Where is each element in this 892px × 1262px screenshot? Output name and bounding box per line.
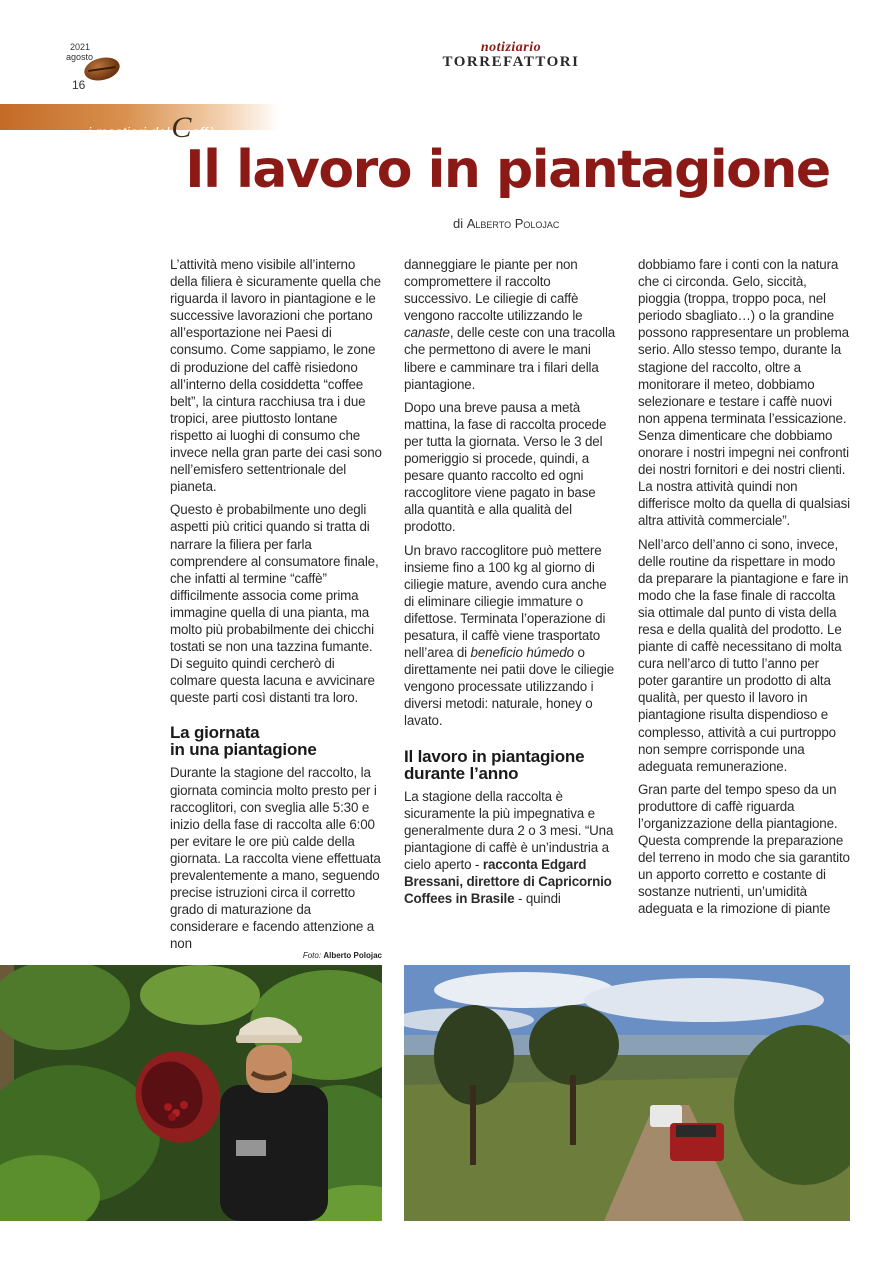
subheading-anno: [404, 748, 616, 782]
photo-coffee-picker: [0, 965, 382, 1221]
photo-credit: [240, 951, 382, 960]
byline-author: Alberto Polojac: [466, 216, 560, 231]
photo-plantation-road-image: [404, 965, 850, 1221]
paragraph: Gran parte del tempo speso da un produttore di caffè riguarda l’organizzazione della piantagione. Questa comprende la preparazione del terreno in modo che sia garantito un apporto corretto e costante di sostanze nutrienti, un’umidità adeguata e la rimozione di piante: [638, 781, 850, 917]
text-run: o direttamente nei patii dove le ciliegie vengono processate utilizzando i diversi metodi: naturale, honey o lavato.: [404, 645, 615, 729]
text-emphasis: canaste: [404, 325, 450, 341]
paragraph: Durante la stagione del raccolto, la giornata comincia molto presto per i raccoglitori, con sveglia alle 5:30 e inizio della fase di raccolta alle 6:00 per evitare le ore più calde della giornata. La raccolta viene effettuata prevalentemente a mano, seguendo precise istruzioni circa il corretto grado di maturazione da considerare e facendo attenzione a non: [170, 765, 381, 952]
photo-plantation-road: [404, 965, 850, 1221]
photo-credit-prefix: Foto:: [302, 951, 322, 960]
masthead-torrefattori: TORREFATTORI: [442, 54, 580, 70]
paragraph: dobbiamo fare i conti con la natura che ci circonda. Gelo, siccità, pioggia (troppa, troppo poca, nel periodo sbagliato…) o la grandine possono rappresentare un problema serio. Allo stesso tempo, durante la stagione del raccolto, oltre a monitorare il meteo, dobbiamo selezionare e testare i caffè nuovi non appena terminata l’essicazione. Senza dimenticare che dobbiamo onorare i nostri impegni nei confronti dei nostri fornitori e dei nostri clienti. La nostra attività quindi non differisce molto da quella di qualsiasi altra attività commerciale”.: [638, 257, 850, 529]
text-emphasis: beneficio húmedo: [470, 645, 574, 661]
text-run: - quindi: [514, 891, 561, 907]
subheading-line: in una piantagione: [170, 740, 317, 760]
section-initial-c: C: [171, 111, 192, 144]
paragraph: L’attività meno visibile all’interno della filiera è sicuramente quella che riguarda il lavoro in piantagione e le successive lavorazioni che portano all’esportazione nei Paesi di consumo. Come sappiamo, le zone di produzione del caffè risiedono all’interno della cosiddetta “coffee belt”, la cintura racchiusa tra i due tropici, aree piuttosto lontane rispetto ai luoghi di consumo che invece nella gran parte dei casi sono nell’emisfero settentrionale del pianeta.: [170, 257, 382, 495]
text-run: danneggiare le piante per non compromettere il raccolto successivo. Le ciliegie di caffè vengono raccolte utilizzando le: [404, 257, 583, 324]
text-strong: racconta Edgard Bressani, direttore di Capricornio Coffees in Brasile: [404, 856, 612, 907]
masthead-notiziario: notiziario: [480, 40, 542, 55]
issue-date: [66, 42, 94, 62]
subheading-giornata: [170, 724, 382, 758]
section-label-rest: affè: [191, 124, 216, 140]
article-column-3: [638, 256, 850, 924]
article-title: Il lavoro in piantagione: [185, 140, 830, 200]
paragraph: Nell’arco dell’anno ci sono, invece, delle routine da rispettare in modo da preparare la piantagione e fare in modo che la fase finale di raccolta sia ottimale dal punto di vista della resa e della qualità del prodotto. Le piante di caffè necessitano di molta cura nell’arco di tutto l’anno per poter garantire un prodotto di alta qualità, per questo il lavoro in piantagione risulta dispendioso e complesso, attività a cui purtroppo non sempre corrisponde una adeguata remunerazione.: [638, 536, 849, 774]
paragraph: [404, 788, 616, 908]
subheading-line: La giornata: [170, 723, 260, 743]
text-run: Un bravo raccoglitore può mettere insieme fino a 100 kg al giorno di ciliegie mature, avendo cura anche di eliminare ciliegie immature o difettose. Terminata l’operazione di pesatura, il caffè viene trasportato nell’area di: [404, 542, 607, 661]
subheading-line: durante l’anno: [404, 763, 519, 783]
text-run: , delle ceste con una tracolla che permettono di avere le mani libere e camminare tra i filari della piantagione.: [404, 325, 616, 392]
issue-month: agosto: [66, 52, 94, 62]
paragraph: [404, 256, 616, 393]
issue-year: 2021: [69, 42, 90, 52]
byline-prefix: di: [453, 216, 464, 231]
photo-coffee-picker-image: [0, 965, 382, 1221]
article-column-2: [404, 256, 616, 913]
page-number: 16: [72, 78, 86, 92]
section-label-text: i mestieri del: [88, 124, 170, 140]
paragraph: Questo è probabilmente uno degli aspetti più critici quando si tratta di narrare la filiera per farla comprendere al consumatore finale, che infatti al termine “caffè” difficilmente associa come prima immagine quella di una pianta, ma molto più probabilmente dei chicchi tostati se non una tazzina fumante. Di seguito quindi cercherò di colmare questa lacuna e avvicinare queste parti così distanti tra loro.: [170, 502, 379, 706]
photo-credit-name: Alberto Polojac: [323, 951, 382, 960]
paragraph: Dopo una breve pausa a metà mattina, la fase di raccolta procede per tutta la giornata. Verso le 3 del pomeriggio si procede, quindi, a pesare quanto raccolto ed ogni raccoglitore viene pagato in base alla quantità e alla qualità del prodotto.: [404, 399, 607, 535]
text-run: La stagione della raccolta è sicuramente la più impegnativa e generalmente dura 2 o 3 mesi. “Una piantagione di caffè è un’industria a cielo aperto -: [404, 788, 614, 872]
byline: [453, 216, 559, 231]
article-column-1: [170, 256, 382, 958]
paragraph: [404, 542, 616, 730]
subheading-line: Il lavoro in piantagione: [404, 746, 585, 766]
